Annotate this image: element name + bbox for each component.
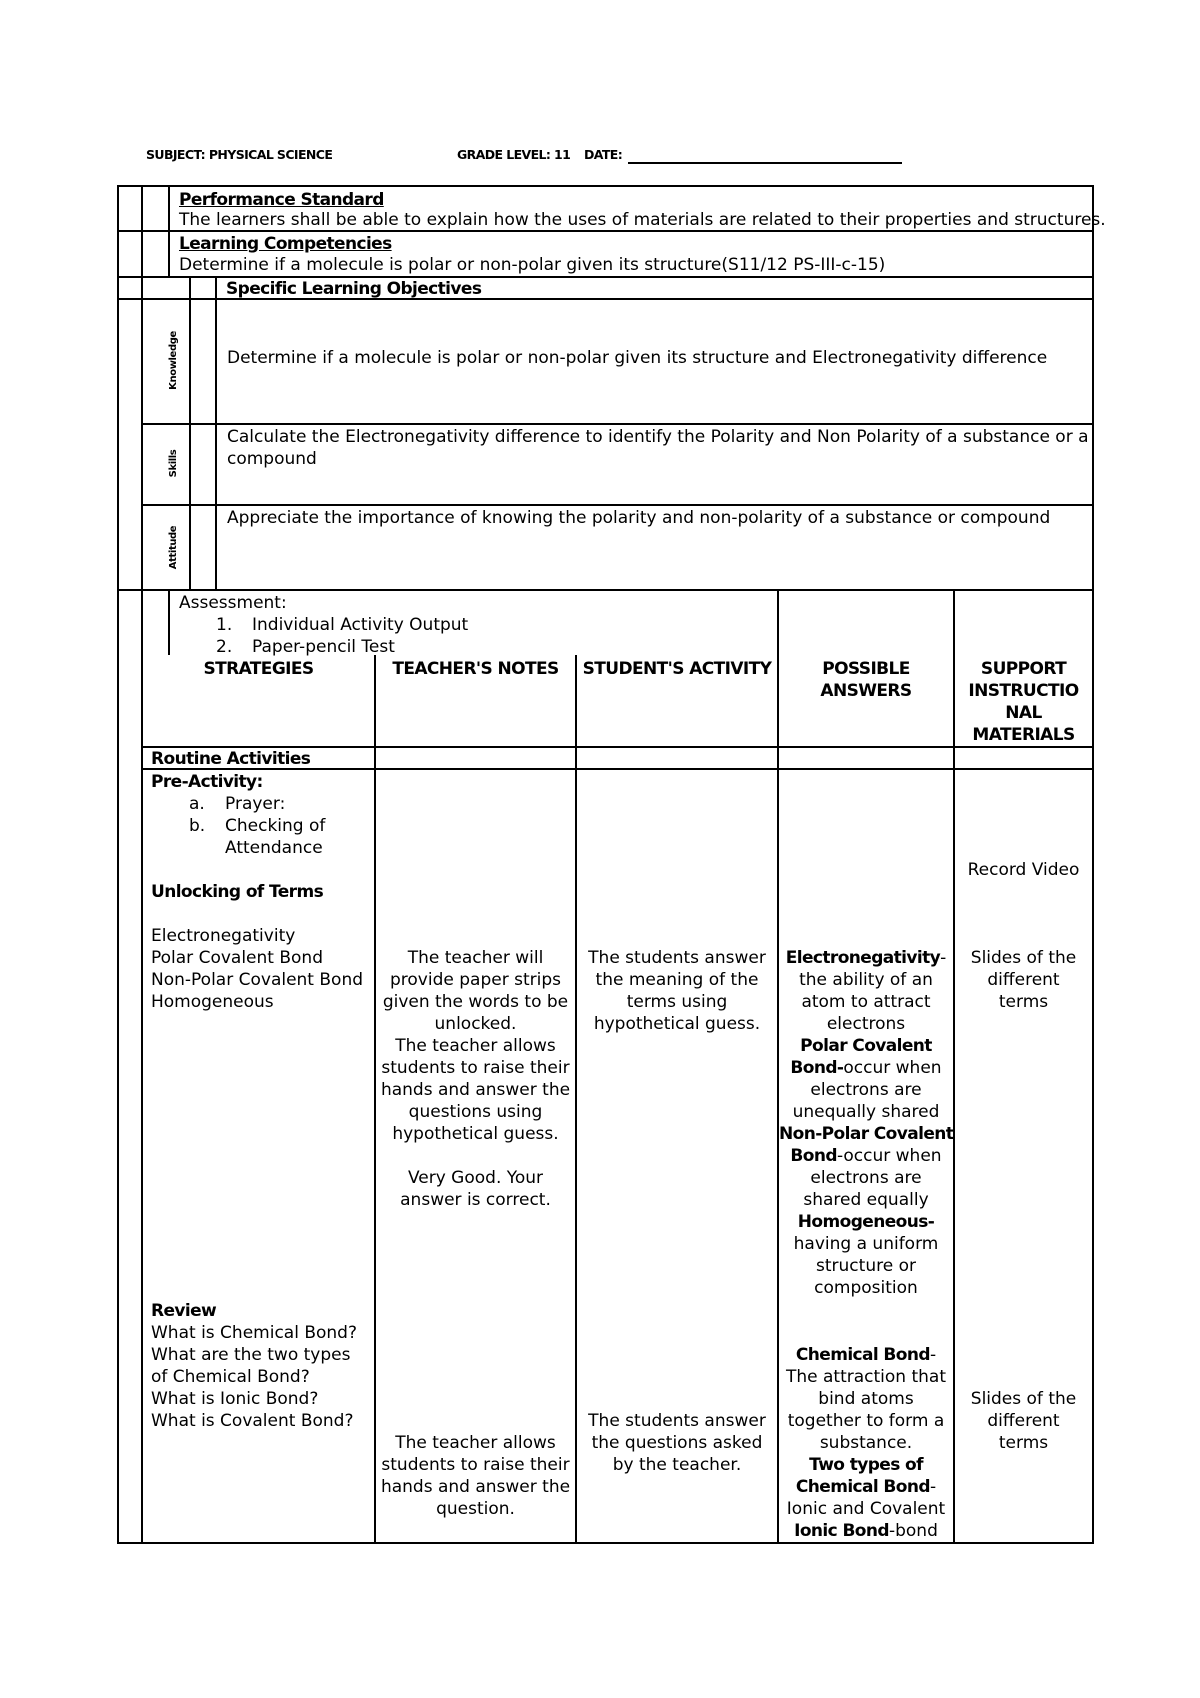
assessment-num-2: 2. xyxy=(216,637,233,657)
term-item: Non-Polar Covalent Bond xyxy=(151,970,364,990)
assessment-num-1: 1. xyxy=(216,615,233,635)
review-question: of Chemical Bond? xyxy=(151,1367,310,1387)
col-header-possible-answers-1: POSSIBLE xyxy=(822,659,910,679)
col-header-support-2: INSTRUCTIO xyxy=(968,681,1079,701)
pre-activity-title: Pre-Activity: xyxy=(151,772,263,792)
record-video: Record Video xyxy=(967,860,1080,880)
review-question: What are the two types xyxy=(151,1345,351,1365)
term-item: Homogeneous xyxy=(151,992,274,1012)
knowledge-objective: Determine if a molecule is polar or non-polar given its structure and Electronegativity difference xyxy=(227,348,1048,368)
grade-level-label: GRADE LEVEL: 11 xyxy=(457,147,571,162)
col-header-teacher-notes: TEACHER'S NOTES xyxy=(392,659,559,679)
table-inner-left xyxy=(141,185,143,1544)
table-col-3b xyxy=(168,590,170,655)
attitude-label: Attitude xyxy=(168,525,179,570)
pre-activity-a: a. xyxy=(189,794,205,814)
subject-label: SUBJECT: PHYSICAL SCIENCE xyxy=(146,147,333,162)
term-item: Polar Covalent Bond xyxy=(151,948,323,968)
objectives-col-b xyxy=(215,277,217,590)
col-header-support-4: MATERIALS xyxy=(972,725,1075,745)
col-header-support-3: NAL xyxy=(1005,703,1042,723)
performance-standard-text: The learners shall be able to explain how the uses of materials are related to their properties and structures. xyxy=(179,210,1106,230)
table-border-right xyxy=(1092,185,1094,1544)
skills-label: Skills xyxy=(168,449,179,478)
performance-standard-title: Performance Standard xyxy=(179,190,384,210)
student-activity-1: The students answer the meaning of the terms using hypothetical guess. xyxy=(588,948,766,1034)
pre-activity-checking: Checking of xyxy=(225,816,326,836)
pre-activity-b: b. xyxy=(189,816,206,836)
unlocking-terms-title: Unlocking of Terms xyxy=(151,882,324,902)
row-line-6 xyxy=(117,589,1094,591)
learning-competencies-title: Learning Competencies xyxy=(179,234,392,254)
row-line-4 xyxy=(141,423,1094,425)
review-title: Review xyxy=(151,1301,217,1321)
col-header-possible-answers-2: ANSWERS xyxy=(820,681,912,701)
student-activity-2: The students answer the questions asked by the teacher. xyxy=(588,1411,766,1475)
support-materials-1: Slides of the different terms xyxy=(970,948,1077,1012)
review-question: What is Ionic Bond? xyxy=(151,1389,319,1409)
pre-activity-prayer: Prayer: xyxy=(225,794,286,814)
row-line-5 xyxy=(141,504,1094,506)
learning-competencies-text: Determine if a molecule is polar or non-polar given its structure(S11/12 PS-III-c-15) xyxy=(179,255,886,275)
attitude-objective: Appreciate the importance of knowing the polarity and non-polarity of a substance or compound xyxy=(227,508,1051,528)
support-materials-2: Slides of the different terms xyxy=(970,1389,1077,1453)
specific-objectives-title: Specific Learning Objectives xyxy=(226,279,482,299)
skills-objective-line1: Calculate the Electronegativity difference to identify the Polarity and Non Polarity of a substance or a xyxy=(227,427,1089,447)
col-header-support-1: SUPPORT xyxy=(980,659,1067,679)
date-label: DATE: xyxy=(584,147,623,162)
col-header-student-activity: STUDENT'S ACTIVITY xyxy=(582,659,772,679)
pre-activity-attendance: Attendance xyxy=(225,838,323,858)
assessment-item-2: Paper-pencil Test xyxy=(252,637,395,657)
knowledge-label: Knowledge xyxy=(168,331,179,390)
review-question: What is Chemical Bond? xyxy=(151,1323,357,1343)
row-line-top xyxy=(117,185,1094,187)
teacher-notes-2: The teacher allows students to raise their hands and answer the question. xyxy=(380,1433,571,1519)
row-line-bottom xyxy=(117,1542,1094,1544)
date-underline xyxy=(628,162,902,164)
term-item: Electronegativity xyxy=(151,926,296,946)
routine-activities: Routine Activities xyxy=(151,749,311,769)
teacher-notes-1: The teacher will provide paper strips given the words to be unlocked. The teacher allows students to raise their hands and answer the questions using hypothetical guess. Very Good. Your answer is correct. xyxy=(380,948,571,1210)
review-question: What is Covalent Bond? xyxy=(151,1411,354,1431)
skills-objective-line2: compound xyxy=(227,449,317,469)
possible-answers-1: Electronegativity- the ability of an atom to attract electrons Polar Covalent Bond-occur when electrons are unequally shared Non-Polar Covalent Bond-occur when electrons are shared equally Homogeneous- having a uniform structure or composition xyxy=(779,948,954,1298)
assessment-item-1: Individual Activity Output xyxy=(252,615,469,635)
objectives-col-a xyxy=(189,277,191,590)
col-header-strategies: STRATEGIES xyxy=(203,659,314,679)
possible-answers-2: Chemical Bond- The attraction that bind atoms together to form a substance. Two types of Chemical Bond- Ionic and Covalent Ionic Bond-bond xyxy=(785,1345,946,1541)
assessment-title: Assessment: xyxy=(179,593,287,613)
table-border-left xyxy=(117,185,119,1544)
